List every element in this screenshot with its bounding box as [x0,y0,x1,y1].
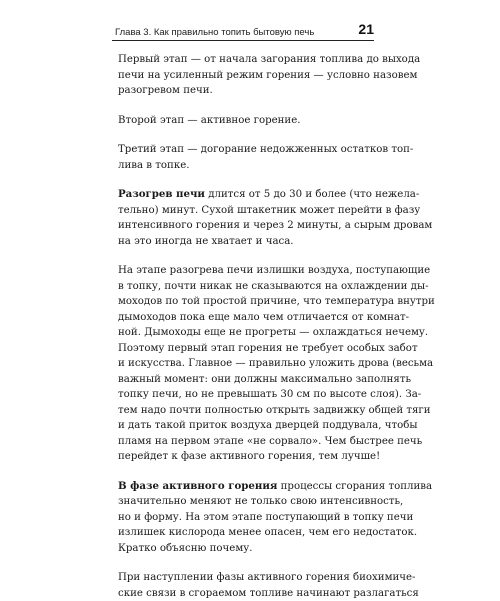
paragraph-3 [118,142,376,173]
body-text [118,52,376,601]
text-line: топку печи, но не превышать 30 см по высоте слоя). За- [118,387,376,403]
text-line: интенсивного горения и через 2 минуты, а сырым дровам [118,218,376,234]
text-line: Поэтому первый этап горения не требует особых забот [118,341,376,357]
text-line: пламя на первом этапе «не сорвало». Чем быстрее печь [118,434,376,450]
text-line: печи на усиленный режим горения — условно назовем [118,68,376,84]
text-line: в топку, почти никак не сказываются на охлаждении ды- [118,279,376,295]
text-line: моходов по той простой причине, что температура внутри [118,294,376,310]
paragraph-6 [118,479,376,557]
text-line: При наступлении фазы активного горения биохимиче- [118,570,376,586]
page-number: 21 [358,21,374,37]
text-run: длится от 5 до 30 и более (что нежела- [205,189,419,200]
text-line: но и форму. На этом этапе поступающий в топку печи [118,510,376,526]
text-line: излишек кислорода менее опасен, чем его недостаток. [118,525,376,541]
text-line [118,187,376,203]
text-line: на это иногда не хватает и часа. [118,234,376,250]
text-line: тельно) минут. Сухой штакетник может перейти в фазу [118,203,376,219]
paragraph-7 [118,570,376,601]
text-line: Третий этап — догорание недожженных остатков топ- [118,142,376,158]
bold-term: Разогрев печи [118,188,205,200]
text-line: Кратко объясню почему. [118,541,376,557]
text-line: ские связи в сгораемом топливе начинают разлагаться [118,586,376,601]
text-line [118,479,376,495]
text-line: и дать такой приток воздуха дверцей поддувала, чтобы [118,418,376,434]
text-line: важный момент: они должны максимально заполнять [118,372,376,388]
running-header [112,20,374,41]
bold-term: В фазе активного горения [118,480,277,492]
paragraph-4 [118,187,376,249]
text-run: процессы сгорания топлива [277,481,432,492]
text-line: лива в топке. [118,158,376,174]
text-line: тем надо почти полностью открыть задвижку общей тяги [118,403,376,419]
text-line: перейдет к фазе активного горения, тем лучше! [118,449,376,465]
text-line: На этапе разогрева печи излишки воздуха, поступающие [118,263,376,279]
chapter-title: Глава 3. Как правильно топить бытовую печь [115,27,314,38]
paragraph-5 [118,263,376,465]
paragraph-2 [118,113,376,129]
text-line: значительно меняют не только свою интенсивность, [118,494,376,510]
paragraph-1 [118,52,376,99]
text-line: Второй этап — активное горение. [118,113,376,129]
text-line: и искусства. Главное — правильно уложить дрова (весьма [118,356,376,372]
text-line: Первый этап — от начала загорания топлива до выхода [118,52,376,68]
text-line: ной. Дымоходы еще не прогреты — охлаждаться нечему. [118,325,376,341]
text-line: разогревом печи. [118,83,376,99]
text-line: дымоходов пока еще мало чем отличается от комнат- [118,310,376,326]
